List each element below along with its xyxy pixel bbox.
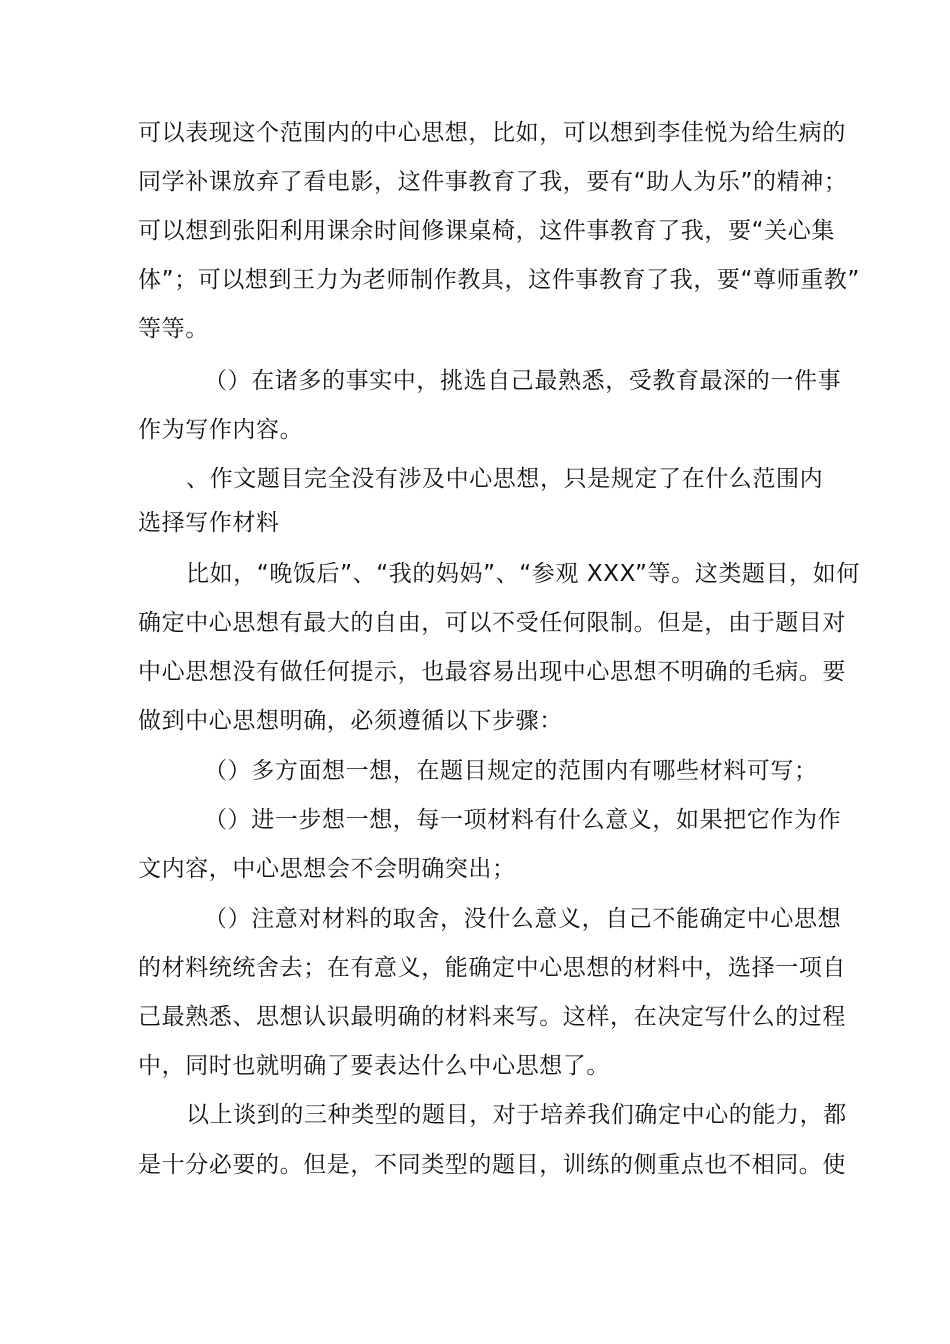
section-heading-line: 、作文题目完全没有涉及中心思想，只是规定了在什么范围内	[186, 466, 824, 492]
text-line: 比如，“晚饭后”、“我的妈妈”、“参观 XXX”等。这类题目，如何	[186, 561, 860, 587]
text-line: 作为写作内容。	[138, 417, 304, 443]
text-line: 文内容，中心思想会不会明确突出；	[138, 856, 516, 882]
text-line: （）进一步想一想，每一项材料有什么意义，如果把它作为作	[204, 807, 842, 833]
text-line: 可以表现这个范围内的中心思想，比如，可以想到李佳悦为给生病的	[138, 120, 846, 146]
text-line: 做到中心思想明确，必须遵循以下步骤：	[138, 708, 563, 734]
text-line: 等等。	[138, 316, 209, 342]
text-line: 中心思想没有做任何提示，也最容易出现中心思想不明确的毛病。要	[138, 659, 846, 685]
text-line: 是十分必要的。但是，不同类型的题目，训练的侧重点也不相同。使	[138, 1152, 846, 1178]
text-line: 己最熟悉、思想认识最明确的材料来写。这样，在决定写什么的过程	[138, 1004, 846, 1030]
text-line: （）在诸多的事实中，挑选自己最熟悉，受教育最深的一件事	[204, 368, 842, 394]
text-line: 可以想到张阳利用课余时间修课桌椅，这件事教育了我，要“关心集	[138, 218, 835, 244]
text-line: 体”；可以想到王力为老师制作教具，这件事教育了我，要“尊师重教”	[138, 267, 860, 293]
text-line: （）多方面想一想，在题目规定的范围内有哪些材料可写；	[204, 758, 818, 784]
section-heading-line: 选择写作材料	[138, 510, 280, 536]
text-line: 以上谈到的三种类型的题目，对于培养我们确定中心的能力，都	[186, 1102, 847, 1128]
text-line: 中，同时也就明确了要表达什么中心思想了。	[138, 1053, 610, 1079]
text-line: 确定中心思想有最大的自由，可以不受任何限制。但是，由于题目对	[138, 610, 846, 636]
text-line: （）注意对材料的取舍，没什么意义，自己不能确定中心思想	[204, 906, 842, 932]
text-line: 同学补课放弃了看电影，这件事教育了我，要有“助人为乐”的精神；	[138, 169, 848, 195]
text-line: 的材料统统舍去；在有意义，能确定中心思想的材料中，选择一项自	[138, 955, 846, 981]
